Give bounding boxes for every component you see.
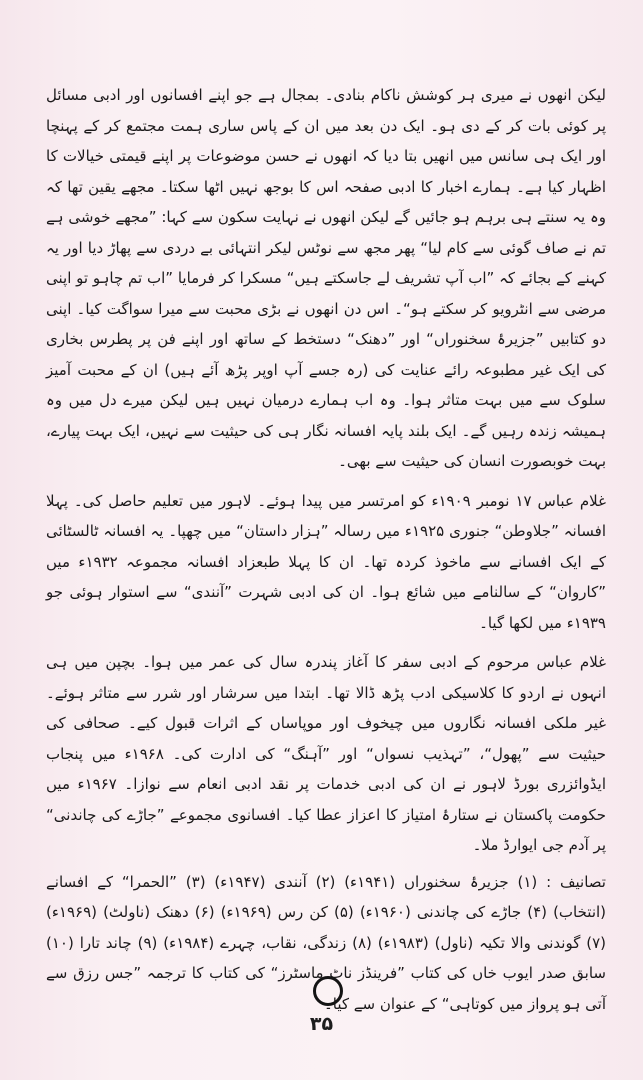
paragraph-interview: لیکن انھوں نے میری ہر کوشش ناکام بنادی۔ بمجال ہے جو اپنے افسانوں اور ادبی مسائل پر کوئی بات کر کے دی ہو۔ ایک دن بعد میں ان کے پاس ساری ہمت مجتمع کر کے پہنچا اور ایک ہی سانس میں انھیں بتا دیا کہ انھوں نے حسن موضوعات پر اپنے قیمتی خیالات کا اظہار کیا ہے۔ ہمارے اخبار کا ادبی صفحہ اس کا بوجھ نہیں اٹھا سکتا۔ مجھے یقین تھا کہ وہ یہ سنتے ہی برہم ہو جائیں گے لیکن انھوں نے نہایت سکون سے کہا: ”مجھے خوشی ہے تم نے صاف گوئی سے کام لیا“ پھر مجھ سے نوٹس لیکر انتہائی بے دردی سے پھاڑ دیا اور یہ کہنے کے بجائے کہ ”اب آپ تشریف لے جاسکتے ہیں“ مسکرا کر فرمایا ”اب تم چاہو تو اپنی مرضی سے انٹرویو کر سکتے ہو“۔ اس دن انھوں نے بڑی محبت سے میرا سواگت کیا۔ اپنی دو کتابیں ”جزیرۂ سخنوراں“ اور ”دھنک“ دستخط کے ساتھ اور اپنے فن پر پطرس بخاری کی ایک غیر مطبوعہ رائے عنایت کی (رہ جسے آپ اوپر پڑھ آئے ہیں) ان کے محبت آمیز سلوک سے میں بہت متاثر ہوا۔ وہ اب ہمارے درمیان نہیں ہیں لیکن میرے دل میں وہ ہمیشہ زندہ رہیں گے۔ ایک بلند پایہ افسانہ نگار ہی کی حیثیت سے نہیں، ایک بہت پیارے، بہت خوبصورت انسان کی حیثیت سے بھی۔ [46, 86, 606, 470]
works-text: (۱) جزیرۂ سخنوراں (۱۹۴۱ء) (۲) آنندی (۱۹۴۷ء) (۳) ”الحمرا“ کے افسانے (انتخاب) (۴) جاڑے کی چاندنی (۱۹۶۰ء) (۵) کن رس (۱۹۶۹ء) (۶) دھنک (ناولٹ) (۱۹۶۹ء) (۷) گوندنی والا تکیہ (ناول) (۱۹۸۳ء) (۸) زندگی، نقاب، چہرے (۱۹۸۴ء) (۹) چاند تارا (۱۰) سابق صدر ایوب خاں کی کتاب ”فرینڈز ناٹ ماسٹرز“ کی کتاب کا ترجمہ ”جس رزق سے آتی ہو پرواز میں کوتاہی“ کے عنوان سے کیا۔ [46, 872, 607, 1013]
page-number: ۳۵ [309, 1013, 334, 1035]
paragraph-literary-career: غلام عباس مرحوم کے ادبی سفر کا آغاز پندرہ سال کی عمر میں ہوا۔ بچپن میں ہی انہوں نے اردو کا کلاسیکی ادب پڑھ ڈالا تھا۔ ابتدا میں سرشار اور شرر سے متاثر ہوئے۔ غیر ملکی افسانہ نگاروں میں چیخوف اور موپاساں کے اثرات قبول کیے۔ صحافی کی حیثیت سے ”پھول“، ”تہذیب نسواں“ اور ”آہنگ“ کی ادارت کی۔ ۱۹۶۸ء میں پنجاب ایڈوائزری بورڈ لاہور نے ان کی ادبی خدمات پر نقد ادبی انعام سے نوازا۔ ۱۹۶۷ء میں حکومت پاکستان نے ستارۂ امتیاز کا اعزاز عطا کیا۔ افسانوی مجموعے ”جاڑے کی چاندنی“ پر آدم جی ایوارڈ ملا۔ [46, 653, 606, 854]
works-title: تصانیف : [546, 872, 606, 891]
paragraph-biography: غلام عباس ۱۷ نومبر ۱۹۰۹ء کو امرتسر میں پیدا ہوئے۔ لاہور میں تعلیم حاصل کی۔ پہلا افسانہ ”جلاوطن“ جنوری ۱۹۲۵ء میں رسالہ ”ہزار داستان“ میں چھپا۔ یہ افسانہ ٹالسٹائی کے ایک افسانے سے ماخوذ کردہ تھا۔ ان کا پہلا طبعزاد افسانہ مجموعہ ۱۹۳۲ء میں ”کاروان“ کے سالنامے میں شائع ہوا۔ ان کی ادبی شہرت ”آنندی“ سے استوار ہوئی جو ۱۹۳۹ء میں لکھا گیا۔ [46, 491, 606, 632]
page-text [46, 80, 606, 1028]
circle-mark [313, 976, 343, 1006]
